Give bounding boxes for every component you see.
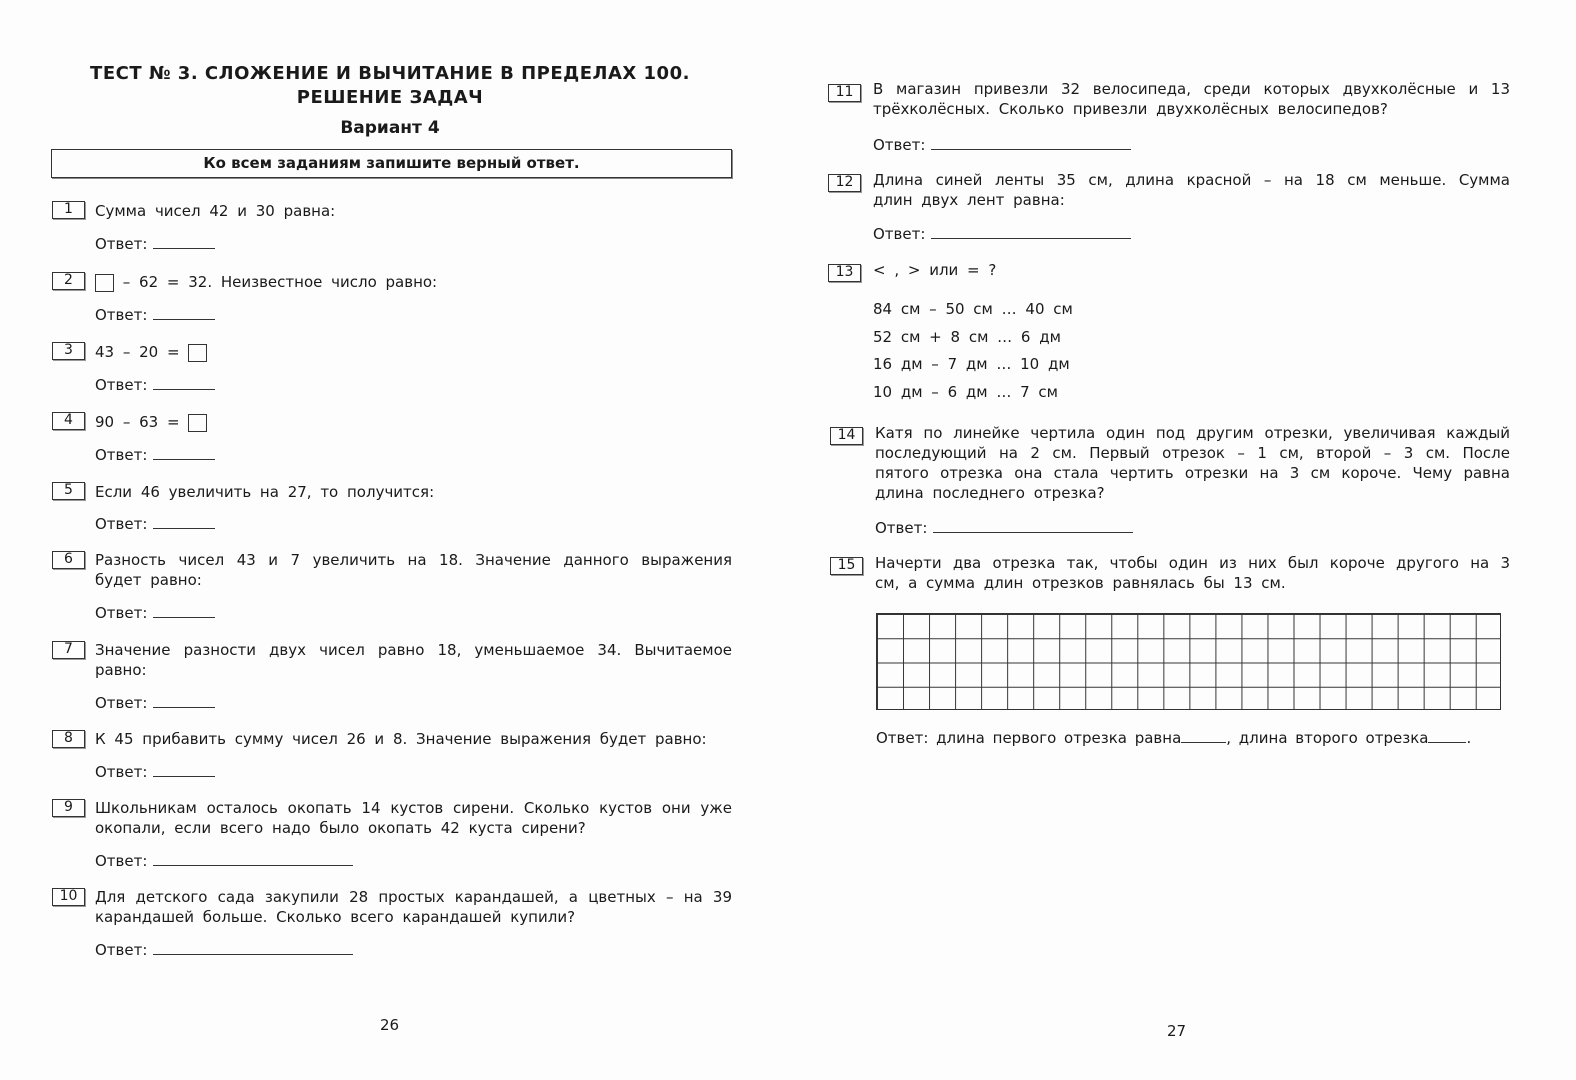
answer-line-first[interactable]: [1181, 729, 1226, 743]
task-number: 2: [52, 272, 85, 290]
answer-line-second[interactable]: [1428, 729, 1466, 743]
answer-field[interactable]: Ответ:: [875, 519, 1133, 537]
task-number: 15: [830, 557, 863, 575]
answer-field[interactable]: Ответ:: [95, 235, 215, 253]
task-number: 9: [52, 799, 85, 817]
page-number: 27: [1167, 1022, 1187, 1040]
answer-line[interactable]: [153, 446, 215, 460]
task-number: 13: [828, 264, 861, 282]
answer-line[interactable]: [931, 225, 1131, 239]
answer-line[interactable]: [933, 519, 1133, 533]
task-number: 14: [830, 427, 863, 445]
task-text: 43 – 20 =: [95, 343, 180, 361]
answer-line[interactable]: [153, 235, 215, 249]
answer-line[interactable]: [153, 306, 215, 320]
answer-line[interactable]: [153, 376, 215, 390]
test-title: ТЕСТ № 3. СЛОЖЕНИЕ И ВЫЧИТАНИЕ В ПРЕДЕЛАХ 100. РЕШЕНИЕ ЗАДАЧ: [90, 63, 690, 108]
task-number: 10: [52, 888, 85, 906]
task-text: – 62 = 32. Неизвестное число равно:: [122, 273, 438, 291]
page-number: 26: [380, 1016, 400, 1034]
comparison-item: 84 см – 50 см … 40 см: [873, 300, 1073, 318]
answer-field[interactable]: Ответ:: [95, 941, 353, 959]
task-text: Для детского сада закупили 28 простых карандашей, а цветных – на 39 карандашей больше. Сколько всего карандашей купили?: [95, 888, 732, 926]
task-text: К 45 прибавить сумму чисел 26 и 8. Значение выражения будет равно:: [95, 730, 707, 748]
task-number: 5: [52, 482, 85, 500]
drawing-grid[interactable]: [876, 613, 1501, 710]
task-text: < , > или = ?: [873, 261, 997, 279]
task-number: 12: [828, 174, 861, 192]
answer-field[interactable]: Ответ: длина первого отрезка равна , длина второго отрезка .: [876, 729, 1472, 747]
comparison-item: 10 дм – 6 дм … 7 см: [873, 383, 1058, 401]
task-number: 6: [52, 551, 85, 569]
task-number: 8: [52, 730, 85, 748]
answer-field[interactable]: Ответ:: [95, 604, 215, 622]
answer-line[interactable]: [153, 763, 215, 777]
answer-field[interactable]: Ответ:: [95, 852, 353, 870]
answer-field[interactable]: Ответ:: [95, 446, 215, 464]
answer-field[interactable]: Ответ:: [95, 376, 215, 394]
task-number: 4: [52, 412, 85, 430]
task-number: 7: [52, 641, 85, 659]
task-text: Сумма чисел 42 и 30 равна:: [95, 202, 336, 220]
task-text: Если 46 увеличить на 27, то получится:: [95, 483, 435, 501]
answer-field[interactable]: Ответ:: [95, 306, 215, 324]
answer-line[interactable]: [931, 136, 1131, 150]
task-text: Длина синей ленты 35 см, длина красной – на 18 см меньше. Сумма длин двух лент равна:: [873, 171, 1510, 209]
answer-line[interactable]: [153, 941, 353, 955]
answer-field[interactable]: Ответ:: [873, 225, 1131, 243]
task-text: 90 – 63 =: [95, 413, 180, 431]
blank-box[interactable]: [188, 414, 207, 432]
blank-box[interactable]: [95, 274, 114, 292]
task-number: 1: [52, 201, 85, 219]
variant-heading: Вариант 4: [340, 118, 440, 138]
task-text: Разность чисел 43 и 7 увеличить на 18. Значение данного выражения будет равно:: [95, 551, 732, 589]
answer-line[interactable]: [153, 515, 215, 529]
comparison-item: 52 см + 8 см … 6 дм: [873, 328, 1061, 346]
task-text: Начерти два отрезка так, чтобы один из них был короче другого на 3 см, а сумма длин отрезков равнялась бы 13 см.: [875, 554, 1510, 592]
task-number: 3: [52, 342, 85, 360]
answer-field[interactable]: Ответ:: [873, 136, 1131, 154]
blank-box[interactable]: [188, 344, 207, 362]
task-text: Значение разности двух чисел равно 18, уменьшаемое 34. Вычитаемое равно:: [95, 641, 732, 679]
answer-line[interactable]: [153, 694, 215, 708]
answer-field[interactable]: Ответ:: [95, 515, 215, 533]
task-text: Катя по линейке чертила один под другим отрезки, увеличивая каждый последующий на 2 см. Первый отрезок – 1 см, второй – 3 см. После пятого отрезка она стала чертить отрезки на 3 см короче. Чему равна длина последнего отрезка?: [875, 424, 1510, 502]
answer-line[interactable]: [153, 604, 215, 618]
comparison-item: 16 дм – 7 дм … 10 дм: [873, 355, 1070, 373]
task-text: Школьникам осталось окопать 14 кустов сирени. Сколько кустов они уже окопали, если всего надо было окопать 42 куста сирени?: [95, 799, 732, 837]
answer-line[interactable]: [153, 852, 353, 866]
answer-field[interactable]: Ответ:: [95, 763, 215, 781]
task-text: В магазин привезли 32 велосипеда, среди которых двухколёсные и 13 трёхколёсных. Сколько привезли двухколёсных велосипедов?: [873, 80, 1510, 118]
task-number: 11: [828, 84, 861, 102]
answer-field[interactable]: Ответ:: [95, 694, 215, 712]
instruction-box: Ко всем заданиям запишите верный ответ.: [51, 149, 732, 178]
